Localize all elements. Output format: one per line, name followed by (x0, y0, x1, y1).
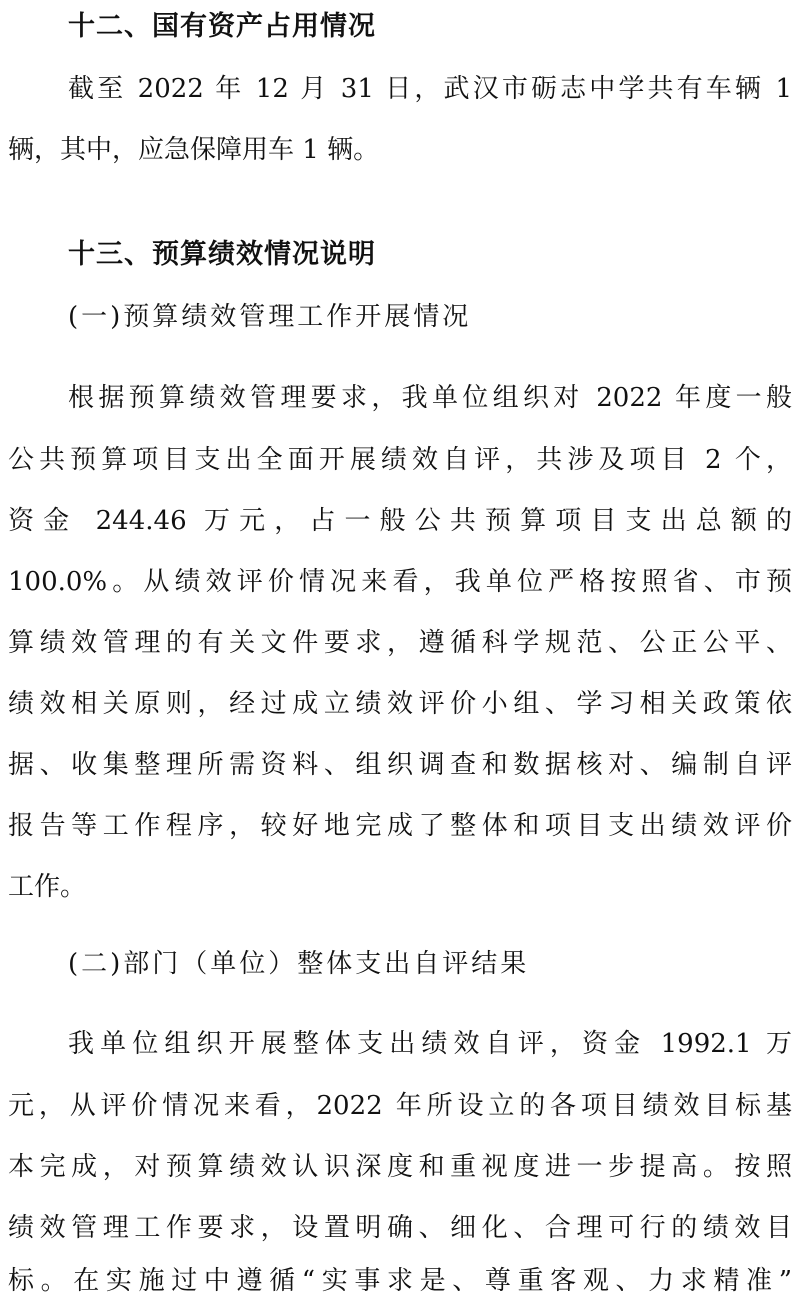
subsection-2-paragraph-line: 本完成，对预算绩效认识深度和重视度进一步提高。按照 (8, 1152, 792, 1182)
subsection-1-paragraph-line: 绩效相关原则，经过成立绩效评价小组、学习相关政策依 (8, 689, 792, 719)
subsection-2-heading: (二)部门（单位）整体支出自评结果 (68, 949, 530, 979)
subsection-2-paragraph-line: 标。在实施过中遵循“实事求是、尊重客观、力求精准” (8, 1266, 792, 1296)
subsection-1-paragraph-line: 根据预算绩效管理要求，我单位组织对 2022 年度一般 (68, 383, 792, 413)
subsection-1-paragraph-line: 算绩效管理的有关文件要求，遵循科学规范、公正公平、 (8, 628, 792, 658)
subsection-1-paragraph-line: 据、收集整理所需资料、组织调查和数据核对、编制自评 (8, 750, 792, 780)
section-12-paragraph-line: 辆，其中，应急保障用车 1 辆。 (8, 135, 380, 165)
subsection-1-paragraph-line: 公共预算项目支出全面开展绩效自评，共涉及项目 2 个， (8, 445, 792, 475)
subsection-2-paragraph-line: 我单位组织开展整体支出绩效自评，资金 1992.1 万 (68, 1029, 792, 1059)
subsection-1-paragraph-line: 工作。 (8, 872, 87, 902)
section-12-paragraph-line: 截至 2022 年 12 月 31 日，武汉市砺志中学共有车辆 1 (68, 74, 792, 104)
subsection-1-heading: (一)预算绩效管理工作开展情况 (68, 302, 472, 332)
section-13-heading: 十三、预算绩效情况说明 (68, 239, 376, 270)
subsection-1-paragraph-line: 报告等工作程序，较好地完成了整体和项目支出绩效评价 (8, 811, 792, 841)
subsection-1-paragraph-line: 资金 244.46 万元，占一般公共预算项目支出总额的 (8, 506, 792, 536)
subsection-1-paragraph-line: 100.0%。从绩效评价情况来看，我单位严格按照省、市预 (8, 567, 792, 597)
section-12-heading: 十二、国有资产占用情况 (68, 11, 376, 42)
subsection-2-paragraph-line: 绩效管理工作要求，设置明确、细化、合理可行的绩效目 (8, 1213, 792, 1243)
subsection-2-paragraph-line: 元，从评价情况来看，2022 年所设立的各项目绩效目标基 (8, 1091, 792, 1121)
